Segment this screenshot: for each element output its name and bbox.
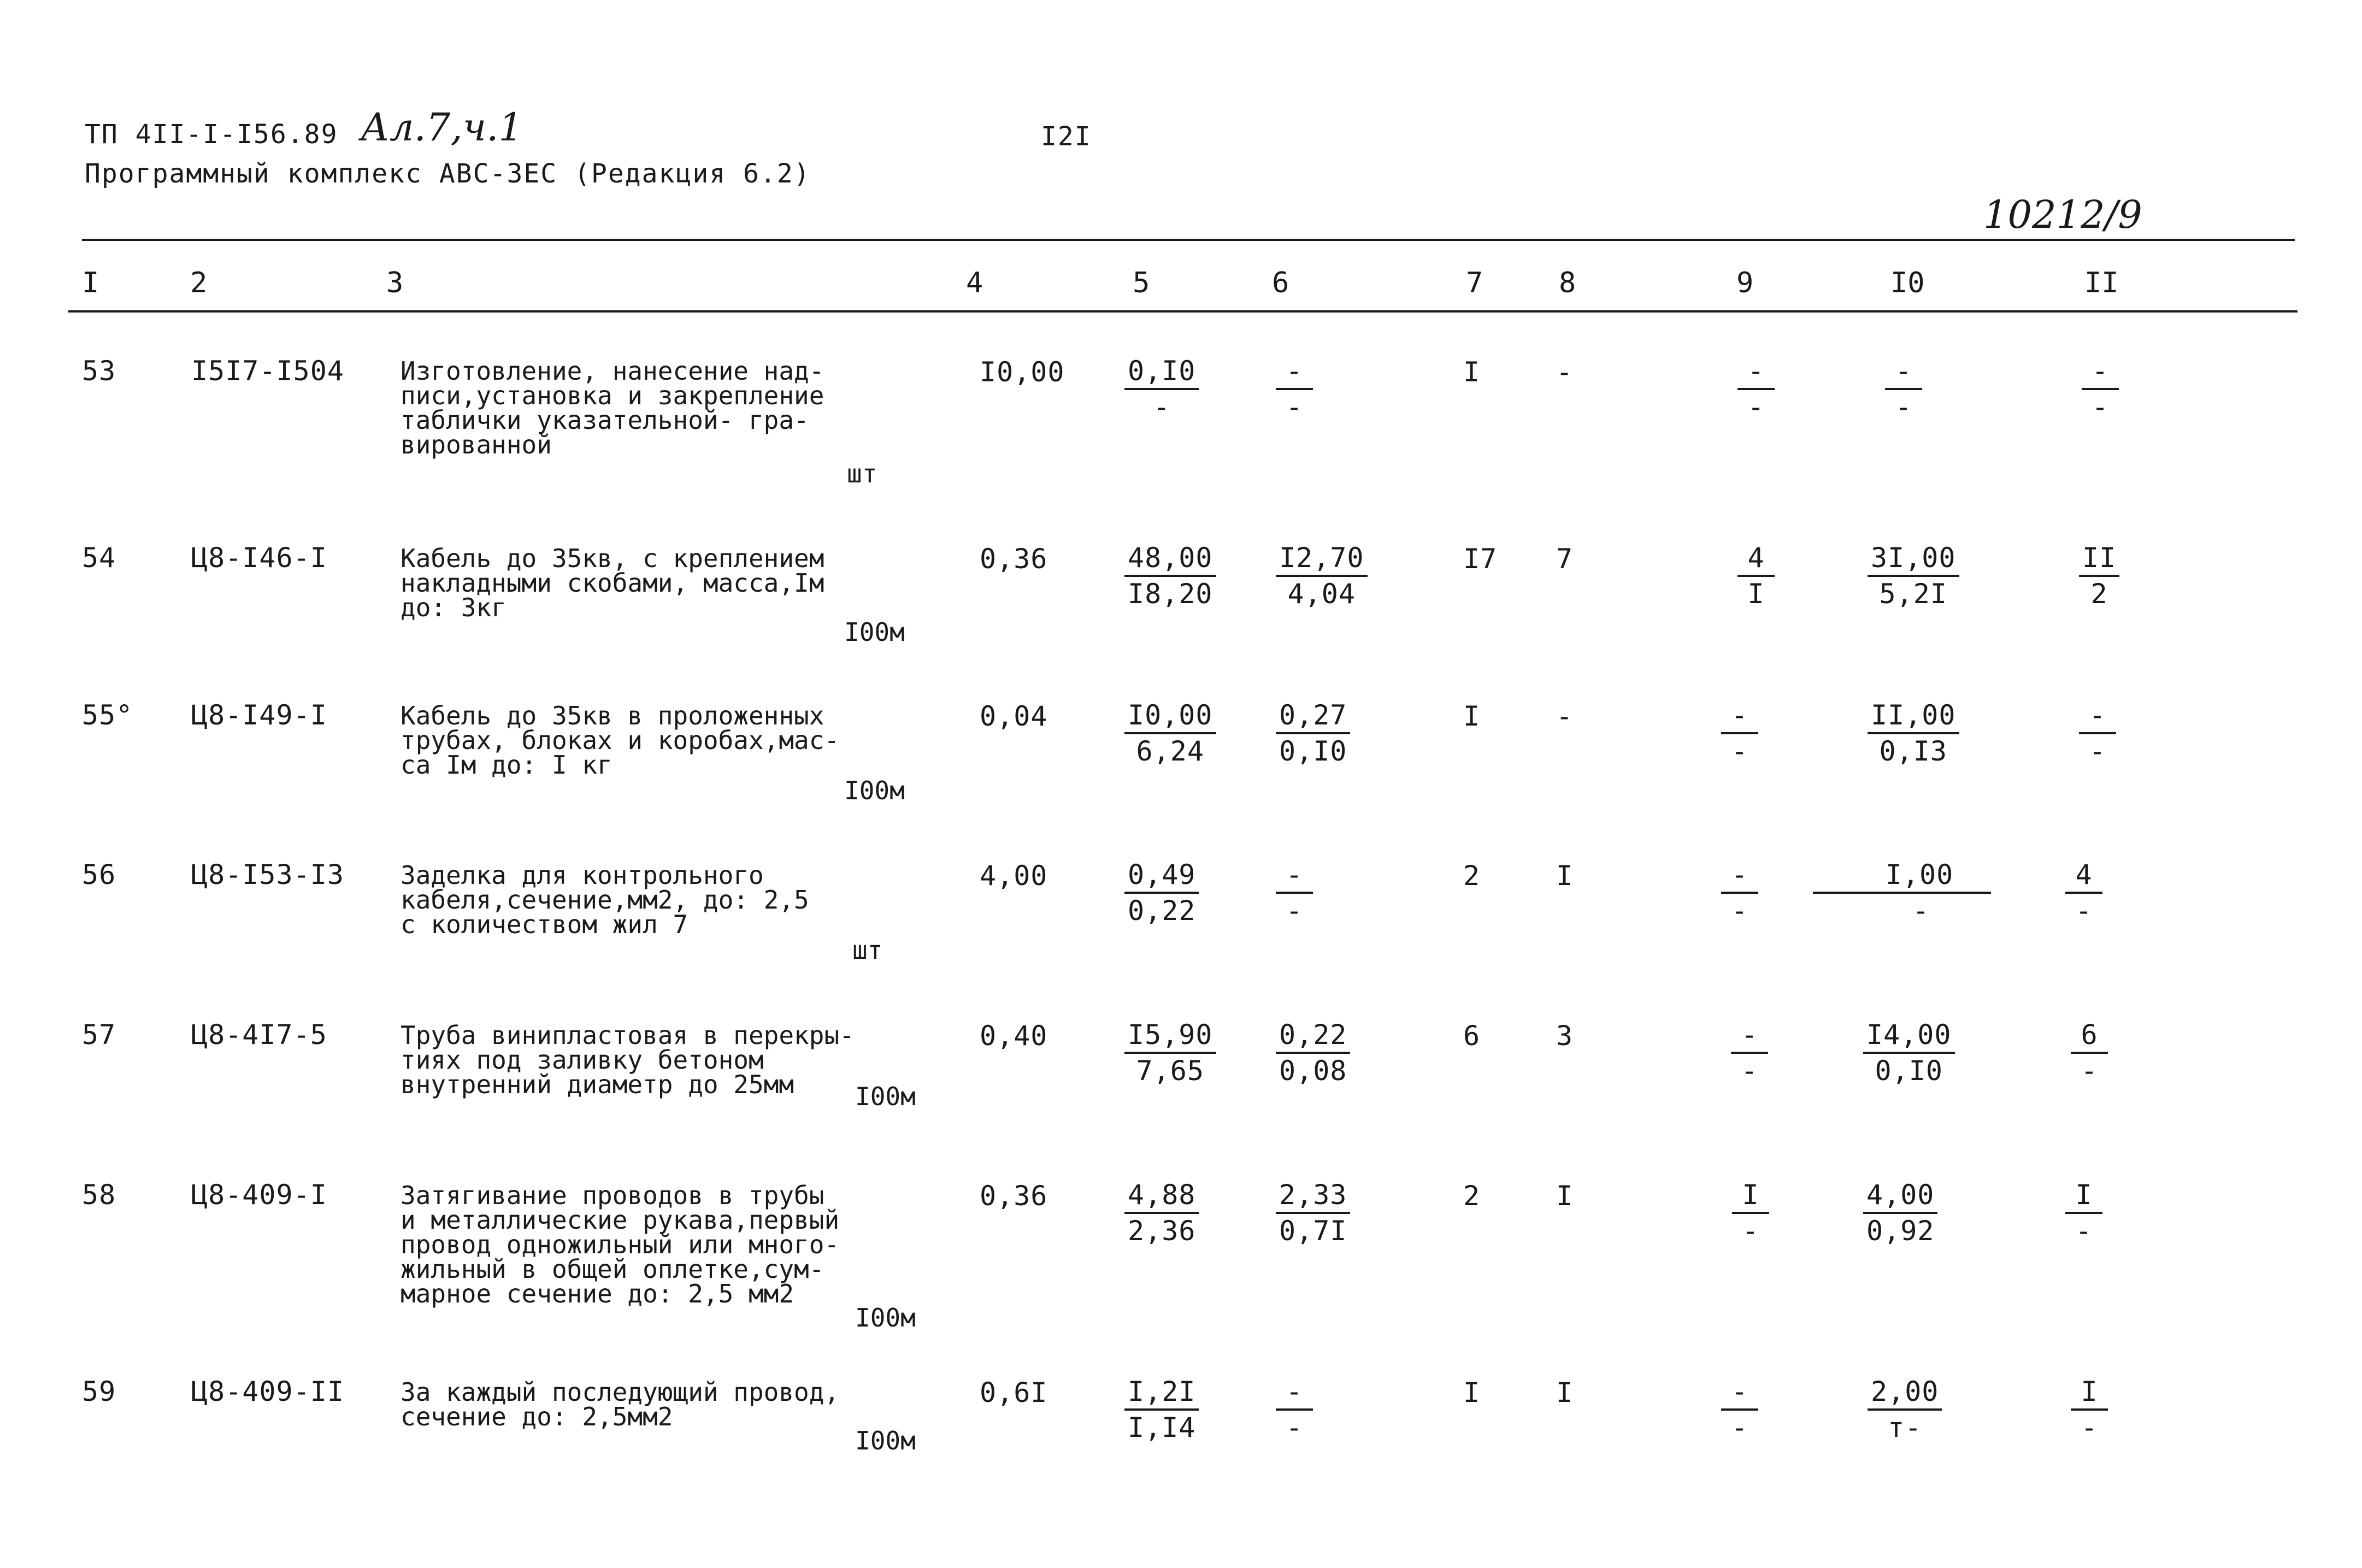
- row-58-description: Затягивание проводов в трубы и металлические рукава,первый провод одножильный или много- жильный в общей оплетке,сум- марное сечение до: 2,5 мм2: [400, 1181, 840, 1308]
- row-57-description: Труба винипластовая в перекры- тиях под заливку бетоном внутренний диаметр до 25мм: [400, 1021, 855, 1099]
- row-53-col6: - -: [1276, 355, 1313, 424]
- row-53-description: Изготовление, нанесение над- писи,установка и закрепление таблички указательной- гра- вированной: [400, 356, 824, 459]
- row-58-col9: I -: [1732, 1179, 1769, 1248]
- row-57-col8: 3: [1556, 1020, 1574, 1052]
- row-55-unit: I00м: [844, 776, 905, 805]
- row-58-unit: I00м: [855, 1303, 916, 1333]
- row-55-col5: $\frac{I0,00}{6,24}$: [1124, 699, 1216, 768]
- row-55-code: Ц8-I49-I: [191, 699, 327, 731]
- row-56-code: Ц8-I53-I3: [191, 859, 344, 891]
- row-55-description: Кабель до 35кв в проложенных трубах, блоках и коробах,мас- са Iм до: I кг: [400, 701, 840, 780]
- col-header-4: 4: [966, 267, 983, 299]
- col-header-11: II: [2084, 267, 2119, 299]
- row-56-description: Заделка для контрольного кабеля,сечение,мм2, до: 2,5 с количеством жил 7: [400, 860, 809, 939]
- row-55-qty: 0,04: [980, 700, 1048, 732]
- row-57-unit: I00м: [855, 1082, 916, 1111]
- row-58-col7: 2: [1463, 1180, 1481, 1212]
- row-56-col11: 4 -: [2065, 859, 2102, 928]
- row-53-col8: -: [1556, 356, 1574, 388]
- row-54-col11: $\frac{II}{2}$: [2079, 542, 2119, 611]
- handwritten-number: 10212/9: [1983, 192, 2142, 237]
- top-rule: [82, 239, 2295, 241]
- row-56-col10: I,00 -: [1813, 859, 1991, 928]
- row-59-col8: I: [1556, 1377, 1574, 1408]
- row-53-unit: шт: [847, 459, 877, 488]
- header-rule: [68, 310, 2298, 313]
- row-57-col9: - -: [1731, 1019, 1768, 1088]
- row-58-qty: 0,36: [980, 1180, 1048, 1212]
- row-56-col8: I: [1556, 860, 1574, 892]
- row-56-col9: - -: [1721, 859, 1758, 928]
- program-title: Программный комплекс АВС-3ЕС (Редакция 6.2): [85, 158, 811, 189]
- row-54-unit: I00м: [844, 617, 905, 647]
- row-54-num: 54: [82, 542, 116, 574]
- row-57-col6: $\frac{0,22}{0,08}$: [1276, 1019, 1350, 1088]
- row-59-num: 59: [82, 1376, 116, 1407]
- row-57-num: 57: [82, 1019, 116, 1051]
- row-55-col6: $\frac{0,27}{0,I0}$: [1276, 699, 1350, 768]
- col-header-10: I0: [1890, 267, 1925, 299]
- row-55-col8: -: [1556, 700, 1574, 732]
- row-59-unit: I00м: [855, 1426, 916, 1455]
- row-59-qty: 0,6I: [980, 1377, 1048, 1408]
- col-header-6: 6: [1272, 267, 1289, 299]
- handwritten-reference: Ал.7,ч.1: [361, 105, 523, 150]
- row-57-qty: 0,40: [980, 1020, 1048, 1052]
- row-58-col11: I -: [2065, 1179, 2102, 1248]
- row-58-col10: $\frac{4,00}{0,92}$: [1863, 1179, 1937, 1248]
- row-54-code: Ц8-I46-I: [191, 542, 327, 574]
- row-57-col5: $\frac{I5,90}{7,65}$: [1124, 1019, 1216, 1088]
- row-54-col8: 7: [1556, 543, 1574, 575]
- row-53-col11: - -: [2082, 355, 2119, 424]
- row-53-col9: - -: [1737, 355, 1775, 424]
- row-59-col5: $\frac{I,2I}{I,I4}$: [1124, 1376, 1199, 1445]
- row-59-description: За каждый последующий провод, сечение до: 2,5мм2: [400, 1377, 840, 1431]
- row-57-col7: 6: [1463, 1020, 1481, 1052]
- row-54-col7: I7: [1463, 543, 1498, 575]
- col-header-7: 7: [1466, 267, 1483, 299]
- col-header-8: 8: [1559, 267, 1576, 299]
- row-53-col7: I: [1463, 356, 1481, 388]
- row-55-col7: I: [1463, 700, 1481, 732]
- col-header-1: I: [82, 267, 99, 299]
- row-55-num: 55°: [82, 699, 133, 731]
- row-54-col5: $\frac{48,00}{I8,20}$: [1124, 542, 1216, 611]
- row-55-col9: - -: [1721, 699, 1758, 768]
- row-54-description: Кабель до 35кв, с креплением накладными скобами, масса,Iм до: 3кг: [400, 544, 824, 622]
- row-59-col11: I -: [2071, 1376, 2108, 1445]
- row-53-code: I5I7-I504: [191, 355, 344, 387]
- document-code: ТП 4II-I-I56.89: [85, 119, 338, 150]
- col-header-9: 9: [1736, 267, 1754, 299]
- row-57-col11: 6 -: [2071, 1019, 2108, 1088]
- row-53-col5: 0,I0 -: [1124, 355, 1199, 424]
- row-59-col7: I: [1463, 1377, 1481, 1408]
- row-54-col10: $\frac{3I,00}{5,2I}$: [1868, 542, 1959, 611]
- row-53-qty: I0,00: [980, 356, 1065, 388]
- row-59-col6: - -: [1276, 1376, 1313, 1445]
- row-56-col6: - -: [1276, 859, 1313, 928]
- row-53-col10: - -: [1885, 355, 1922, 424]
- row-54-qty: 0,36: [980, 543, 1048, 575]
- row-58-col8: I: [1556, 1180, 1574, 1212]
- col-header-2: 2: [190, 267, 208, 299]
- row-54-col9: $\frac{4}{I}$: [1737, 542, 1775, 611]
- row-53-num: 53: [82, 355, 116, 387]
- row-56-col7: 2: [1463, 860, 1481, 892]
- page-number: I2I: [1041, 121, 1092, 152]
- row-55-col10: $\frac{II,00}{0,I3}$: [1868, 699, 1959, 768]
- row-55-col11: - -: [2079, 699, 2116, 768]
- row-58-num: 58: [82, 1179, 116, 1211]
- row-58-code: Ц8-409-I: [191, 1179, 327, 1211]
- row-57-col10: $\frac{I4,00}{0,I0}$: [1863, 1019, 1955, 1088]
- row-56-num: 56: [82, 859, 116, 891]
- row-59-col9: - -: [1721, 1376, 1758, 1445]
- row-54-col6: $\frac{I2,70}{4,04}$: [1276, 542, 1368, 611]
- col-header-3: 3: [386, 267, 404, 299]
- row-56-unit: шт: [852, 935, 883, 965]
- row-57-code: Ц8-4I7-5: [191, 1019, 327, 1051]
- row-59-col10: 2,00 т-: [1868, 1376, 1942, 1445]
- col-header-5: 5: [1133, 267, 1150, 299]
- row-59-code: Ц8-409-II: [191, 1376, 344, 1407]
- row-56-qty: 4,00: [980, 860, 1048, 892]
- row-58-col5: $\frac{4,88}{2,36}$: [1124, 1179, 1199, 1248]
- row-56-col5: $\frac{0,49}{0,22}$: [1124, 859, 1199, 928]
- row-58-col6: $\frac{2,33}{0,7I}$: [1276, 1179, 1350, 1248]
